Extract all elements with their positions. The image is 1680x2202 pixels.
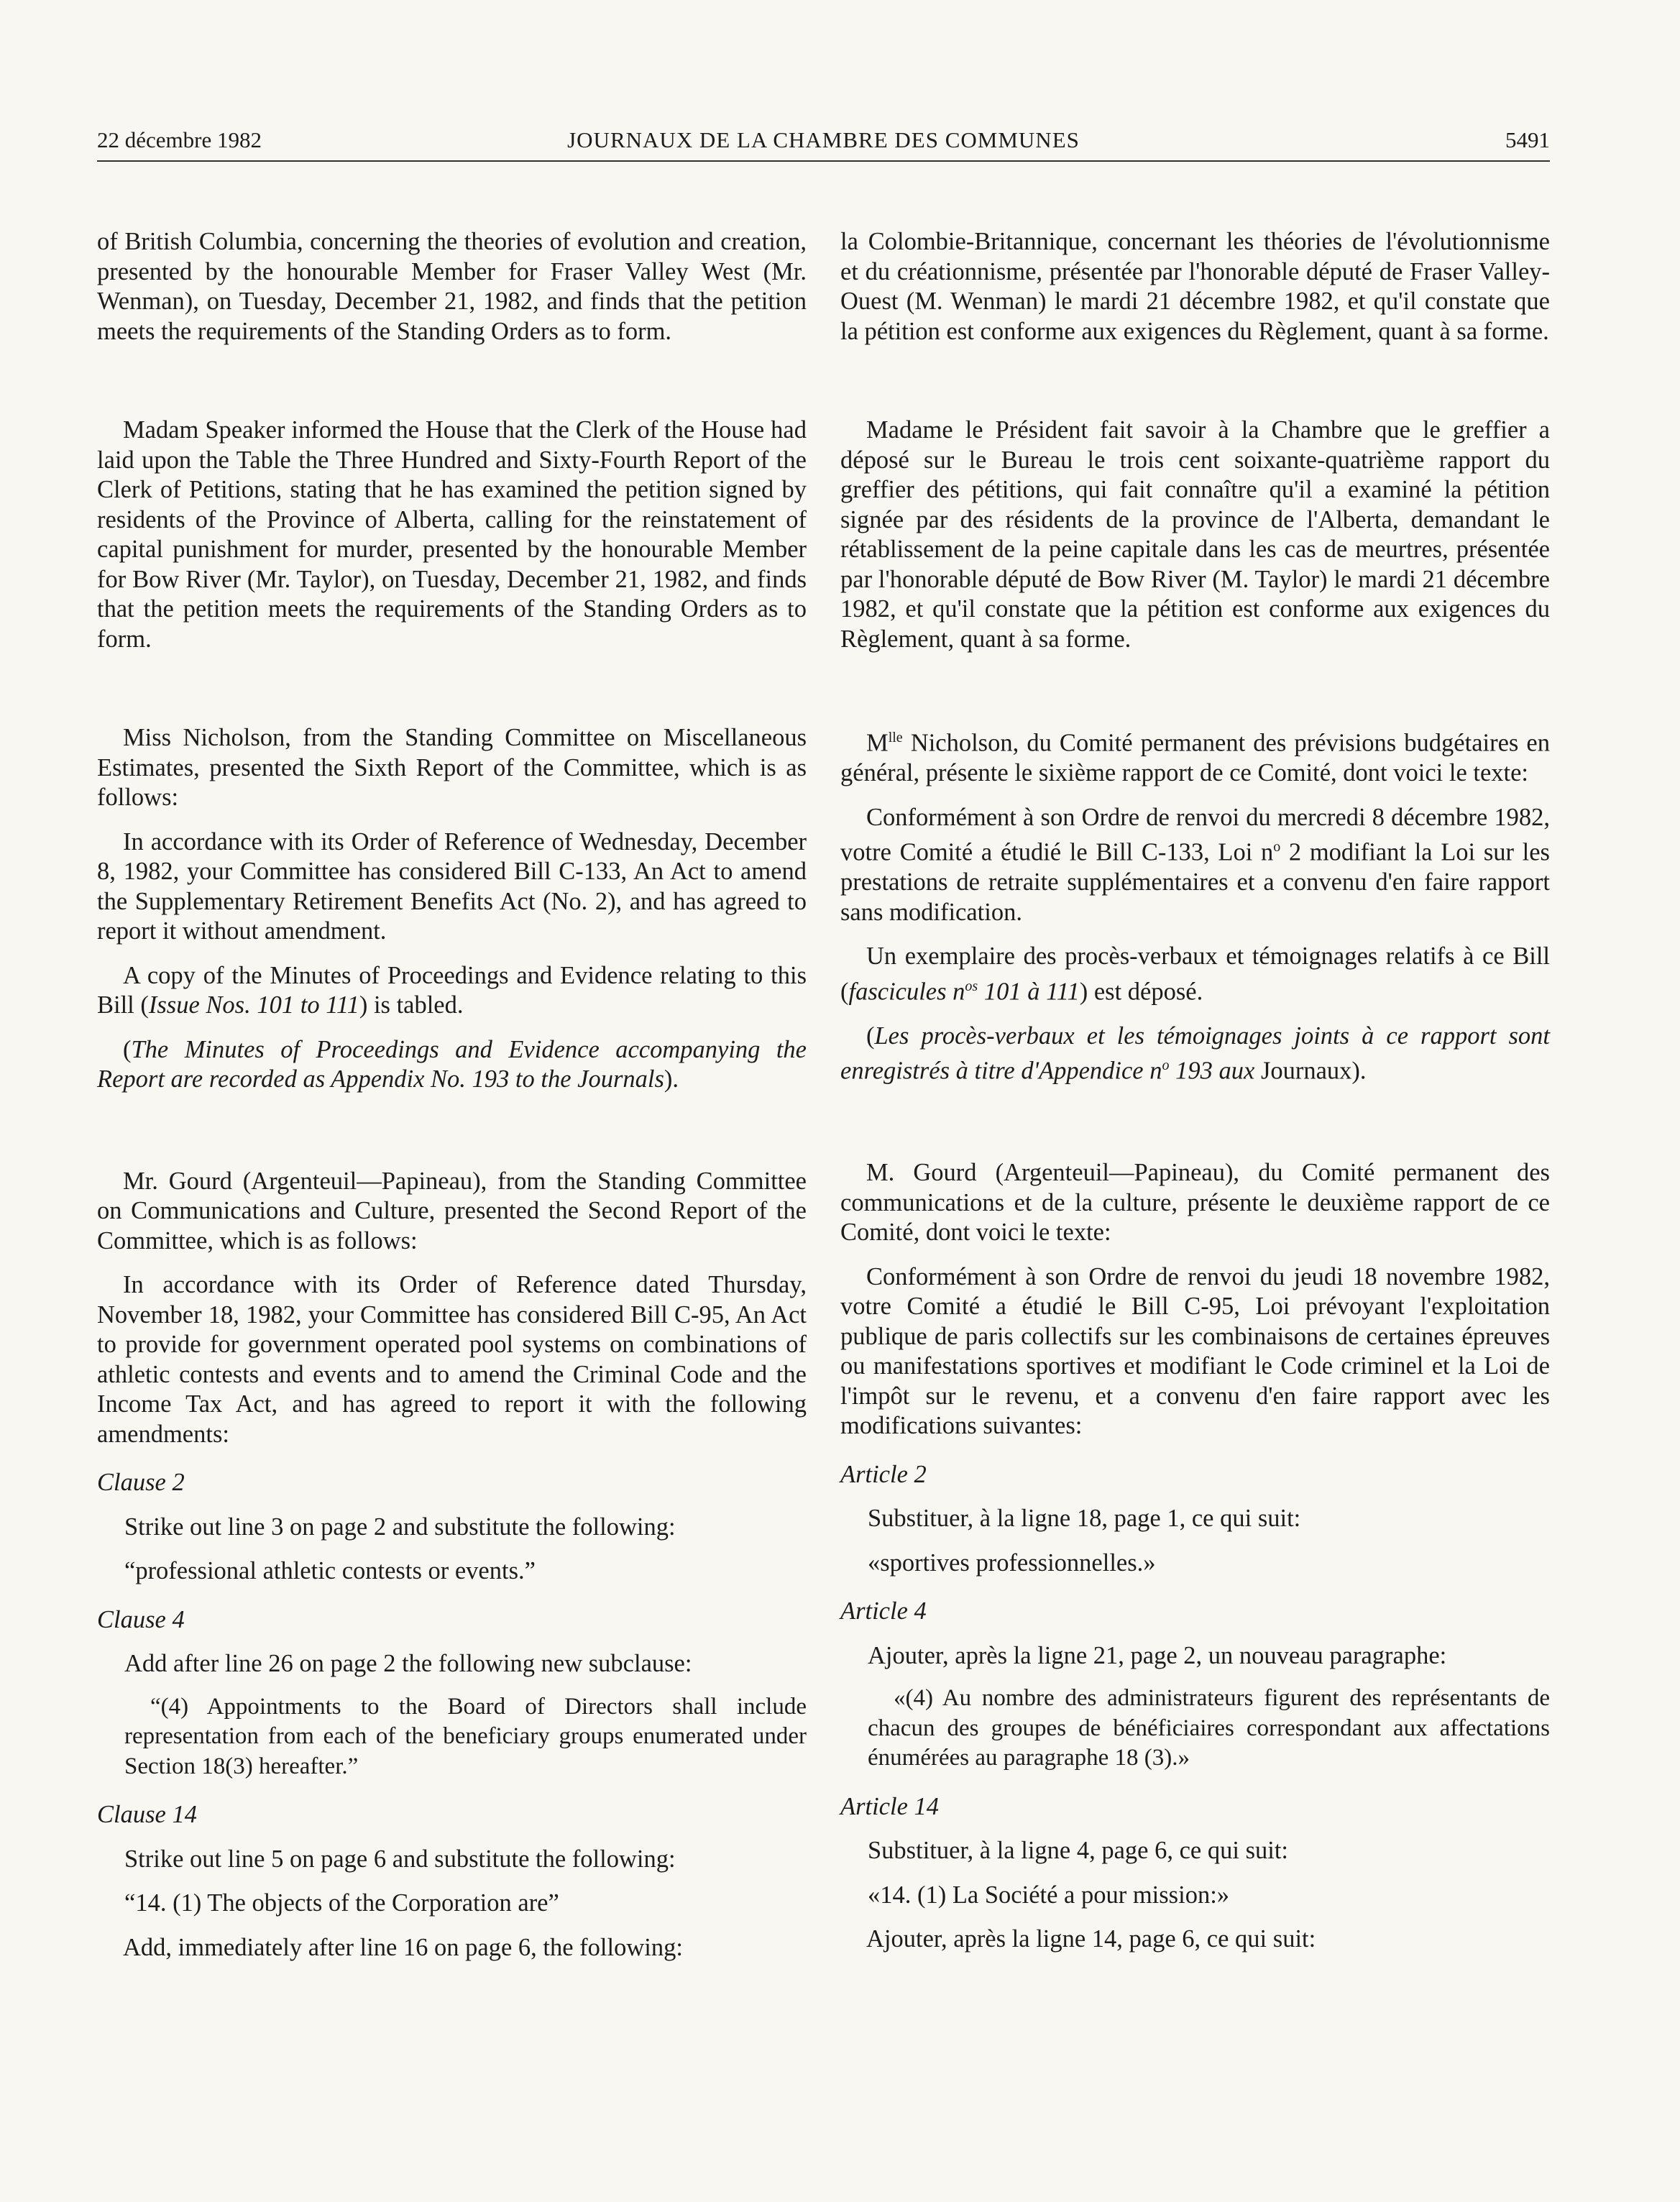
- gourd-report-intro-fr: M. Gourd (Argenteuil—Papineau), du Comité permanent des communications et de la culture, présente le deuxième rapport de ce Comité, dont voici le texte:: [840, 1159, 1550, 1246]
- nicholson-minutes-tabled-fr: Un exemplaire des procès-verbaux et témoignages relatifs à ce Bill (fascicules $n^{os}$ 101 à 111) est déposé.: [840, 942, 1550, 1005]
- gourd-report-intro: Mr. Gourd (Argenteuil—Papineau), from the Standing Committee on Communications and Culture, presented the Second Report of the Committee, which is as follows:: [97, 1167, 807, 1254]
- english-column: [97, 227, 807, 1963]
- article-4-instruction: Ajouter, après la ligne 21, page 2, un nouveau paragraphe:: [868, 1641, 1447, 1669]
- french-column: [840, 227, 1550, 1955]
- article-4-text: «(4) Au nombre des administrateurs figurent des représentants de chacun des groupes de bénéficiaires correspondant aux affectations énumérées au paragraphe 18 (3).»: [868, 1685, 1550, 1771]
- nicholson-appendix-note: (The Minutes of Proceedings and Evidence accompanying the Report are recorded as Appendix No. 193 to the Journals).: [97, 1035, 807, 1093]
- petition-wenman-end: of British Columbia, concerning the theories of evolution and creation, presented by the honourable Member for Fraser Valley West (Mr. Wenman), on Tuesday, December 21, 1982, and finds that the petition meets the requirements of the Standing Orders as to form.: [97, 228, 807, 345]
- gourd-report-body-fr: Conformément à son Ordre de renvoi du jeudi 18 novembre 1982, votre Comité a étudié le Bill C-95, Loi prévoyant l'exploitation publique de paris collectifs sur les combinaisons de certaines épreuves ou manifestations sportives et modifiant le Code criminel et la Loi de l'impôt sur le revenu, et a convenu d'en faire rapport avec les modifications suivantes:: [840, 1262, 1550, 1439]
- header-title: JOURNAUX DE LA CHAMBRE DES COMMUNES: [567, 127, 1080, 152]
- clause-14-instruction: Strike out line 5 on page 6 and substitute the following:: [124, 1845, 676, 1873]
- nicholson-appendix-note-fr: (Les procès-verbaux et les témoignages joints à ce rapport sont enregistrés à titre d'Appendice $n^o$ 193 aux Journaux).: [840, 1022, 1550, 1085]
- petition-wenman-end-fr: la Colombie-Britannique, concernant les théories de l'évolutionnisme et du créationnisme, présentée par l'honorable député de Fraser Valley-Ouest (M. Wenman) le mardi 21 décembre 1982, et qu'il constate que la pétition est conforme aux exigences du Règlement, quant à sa forme.: [840, 228, 1550, 345]
- clause-2-heading: Clause 2: [97, 1469, 185, 1496]
- nicholson-report-body-fr: Conformément à son Ordre de renvoi du mercredi 8 décembre 1982, votre Comité a étudié le Bill C-133, Loi $n^o$ 2 modifiant la Loi sur les prestations de retraite supplémentaires et a convenu d'en faire rapport sans modification.: [840, 803, 1550, 926]
- clause-4-instruction: Add after line 26 on page 2 the following new subclause:: [124, 1650, 692, 1677]
- article-14-addition: Ajouter, après la ligne 14, page 6, ce qui suit:: [866, 1925, 1316, 1953]
- clause-2-instruction: Strike out line 3 on page 2 and substitute the following:: [124, 1513, 676, 1541]
- header-date: 22 décembre 1982: [97, 127, 262, 152]
- article-14-instruction: Substituer, à la ligne 4, page 6, ce qui suit:: [868, 1837, 1289, 1864]
- nicholson-report-intro-fr: $M^{lle}$ Nicholson, du Comité permanent des prévisions budgétaires en général, présente le sixième rapport de ce Comité, dont voici le texte:: [840, 729, 1550, 786]
- clause-14-addition: Add, immediately after line 16 on page 6, the following:: [123, 1933, 683, 1961]
- clause-14-text: “14. (1) The objects of the Corporation are”: [124, 1889, 559, 1917]
- nicholson-minutes-tabled: A copy of the Minutes of Proceedings and Evidence relating to this Bill (Issue Nos. 101 to 111) is tabled.: [97, 961, 807, 1019]
- nicholson-report-body: In accordance with its Order of Reference of Wednesday, December 8, 1982, your Committee has considered Bill C-133, An Act to amend the Supplementary Retirement Benefits Act (No. 2), and has agreed to report it without amendment.: [97, 827, 807, 945]
- article-14-heading: Article 14: [840, 1792, 940, 1820]
- article-4-heading: Article 4: [840, 1597, 927, 1625]
- clause-4-heading: Clause 4: [97, 1605, 185, 1633]
- article-2-text: «sportives professionnelles.»: [868, 1549, 1156, 1577]
- page-number: 5491: [1505, 127, 1550, 152]
- article-2-heading: Article 2: [840, 1460, 927, 1488]
- page-header: [97, 126, 1550, 162]
- clause-14-heading: Clause 14: [97, 1801, 197, 1828]
- article-14-text: «14. (1) La Société a pour mission:»: [868, 1881, 1230, 1909]
- clause-4-text: “(4) Appointments to the Board of Directors shall include representation from each of the beneficiary groups enumerated under Section 18(3) hereafter.”: [124, 1693, 807, 1779]
- gourd-report-body: In accordance with its Order of Reference dated Thursday, November 18, 1982, your Committee has considered Bill C-95, An Act to provide for government operated pool systems on combinations of athletic contests and events and to amend the Criminal Code and the Income Tax Act, and has agreed to report it with the following amendments:: [97, 1271, 807, 1448]
- article-2-instruction: Substituer, à la ligne 18, page 1, ce qui suit:: [868, 1505, 1301, 1532]
- nicholson-report-intro: Miss Nicholson, from the Standing Committee on Miscellaneous Estimates, presented the Sixth Report of the Committee, which is as follows:: [97, 724, 807, 811]
- petition-taylor-paragraph-fr: Madame le Président fait savoir à la Chambre que le greffier a déposé sur le Bureau le trois cent soixante-quatrième rapport du greffier des pétitions, qui fait connaître qu'il a examiné la pétition signée par des résidents de la province de l'Alberta, demandant le rétablissement de la peine capitale dans les cas de meurtres, présentée par l'honorable député de Bow River (M. Taylor) le mardi 21 décembre 1982, et qu'il constate que la pétition est conforme aux exigences du Règlement, quant à sa forme.: [840, 416, 1550, 653]
- petition-taylor-paragraph: Madam Speaker informed the House that the Clerk of the House had laid upon the Table the Three Hundred and Sixty-Fourth Report of the Clerk of Petitions, stating that he has examined the petition signed by residents of the Province of Alberta, calling for the reinstatement of capital punishment for murder, presented by the honourable Member for Bow River (Mr. Taylor), on Tuesday, December 21, 1982, and finds that the petition meets the requirements of the Standing Orders as to form.: [97, 416, 807, 653]
- clause-2-text: “professional athletic contests or events.”: [124, 1557, 536, 1584]
